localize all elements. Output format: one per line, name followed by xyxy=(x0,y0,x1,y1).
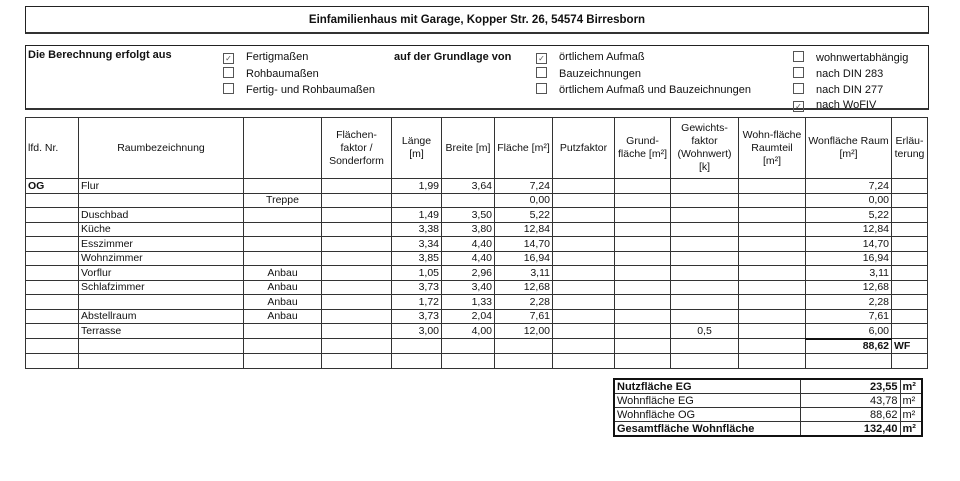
table-cell xyxy=(615,222,671,237)
table-cell xyxy=(244,222,322,237)
table-cell xyxy=(615,237,671,252)
table-cell xyxy=(442,339,495,354)
table-cell: Schlafzimmer xyxy=(79,280,244,295)
table-cell xyxy=(495,354,553,369)
table-cell xyxy=(615,339,671,354)
checkbox-empty-icon[interactable] xyxy=(536,67,547,78)
table-row xyxy=(26,237,928,252)
table-cell xyxy=(26,295,79,310)
table-cell: 3,00 xyxy=(392,324,442,339)
summary-value: 23,55 xyxy=(800,379,900,394)
table-cell xyxy=(615,324,671,339)
table-cell xyxy=(553,193,615,208)
table-cell xyxy=(322,280,392,295)
table-cell xyxy=(244,179,322,194)
table-cell: 0,00 xyxy=(495,193,553,208)
checkbox-option[interactable] xyxy=(536,51,645,64)
table-cell xyxy=(671,309,739,324)
table-cell xyxy=(739,266,806,281)
table-cell xyxy=(322,208,392,223)
document-title: Einfamilienhaus mit Garage, Kopper Str. 26, 54574 Birresborn xyxy=(25,6,929,34)
table-cell xyxy=(322,324,392,339)
table-row xyxy=(26,309,928,324)
table-cell xyxy=(442,354,495,369)
table-cell: 7,61 xyxy=(495,309,553,324)
table-cell xyxy=(739,309,806,324)
table-cell xyxy=(322,251,392,266)
table-cell xyxy=(26,222,79,237)
table-cell xyxy=(244,237,322,252)
table-cell xyxy=(892,266,928,281)
table-cell: Anbau xyxy=(244,266,322,281)
calculation-basis-box xyxy=(25,45,929,110)
table-cell: 14,70 xyxy=(495,237,553,252)
table-cell xyxy=(892,222,928,237)
summary-unit: m² xyxy=(900,422,922,437)
table-cell: 0,00 xyxy=(806,193,892,208)
table-cell xyxy=(615,193,671,208)
checkbox-label: örtlichem Aufmaß xyxy=(559,51,645,63)
table-cell xyxy=(671,222,739,237)
column-header: Wonfläche Raum [m²] xyxy=(806,118,892,179)
table-row xyxy=(26,179,928,194)
table-row xyxy=(26,324,928,339)
table-cell xyxy=(892,237,928,252)
table-cell xyxy=(244,354,322,369)
table-cell xyxy=(671,295,739,310)
table-cell xyxy=(322,222,392,237)
table-cell xyxy=(442,193,495,208)
checkbox-option[interactable] xyxy=(536,67,641,80)
table-cell xyxy=(244,339,322,354)
table-cell xyxy=(739,339,806,354)
table-cell xyxy=(26,266,79,281)
table-row xyxy=(26,266,928,281)
checkbox-option[interactable] xyxy=(223,51,308,64)
checkbox-checked-icon[interactable]: ✓ xyxy=(793,101,804,112)
table-cell: 3,85 xyxy=(392,251,442,266)
table-cell xyxy=(739,324,806,339)
total-row xyxy=(26,339,928,354)
table-cell: 7,24 xyxy=(806,179,892,194)
checkbox-label: örtlichem Aufmaß und Bauzeichnungen xyxy=(559,84,752,96)
table-cell xyxy=(244,324,322,339)
checkbox-option[interactable] xyxy=(793,67,883,80)
table-cell xyxy=(26,339,79,354)
summary-label: Nutzfläche EG xyxy=(614,379,800,394)
table-cell: 4,40 xyxy=(442,251,495,266)
table-cell xyxy=(322,237,392,252)
table-cell: Flur xyxy=(79,179,244,194)
table-cell: 1,72 xyxy=(392,295,442,310)
table-cell xyxy=(392,339,442,354)
summary-row xyxy=(614,422,922,437)
checkbox-label: nach WoFIV xyxy=(816,99,877,111)
table-cell xyxy=(26,324,79,339)
table-cell xyxy=(671,237,739,252)
table-cell xyxy=(553,354,615,369)
table-cell: 3,40 xyxy=(442,280,495,295)
table-cell xyxy=(553,237,615,252)
table-cell xyxy=(739,179,806,194)
table-cell: 16,94 xyxy=(806,251,892,266)
table-cell: Esszimmer xyxy=(79,237,244,252)
table-cell: 12,68 xyxy=(495,280,553,295)
table-cell: OG xyxy=(26,179,79,194)
table-cell xyxy=(892,324,928,339)
checkbox-label: Fertigmaßen xyxy=(246,51,309,63)
column-header: Flächen-faktor / Sonderform xyxy=(322,118,392,179)
checkbox-empty-icon[interactable] xyxy=(223,67,234,78)
table-cell xyxy=(615,266,671,281)
table-cell: 14,70 xyxy=(806,237,892,252)
table-cell xyxy=(26,280,79,295)
table-row xyxy=(26,251,928,266)
table-cell xyxy=(392,354,442,369)
checkbox-option[interactable] xyxy=(223,83,375,96)
checkbox-label: Rohbaumaßen xyxy=(246,68,319,80)
table-cell xyxy=(892,193,928,208)
table-cell xyxy=(495,339,553,354)
checkbox-empty-icon[interactable] xyxy=(223,83,234,94)
table-row xyxy=(26,295,928,310)
table-cell: 2,28 xyxy=(806,295,892,310)
table-cell xyxy=(892,354,928,369)
table-cell: Anbau xyxy=(244,309,322,324)
table-cell xyxy=(892,295,928,310)
table-cell: 3,34 xyxy=(392,237,442,252)
table-cell xyxy=(392,193,442,208)
table-cell xyxy=(615,309,671,324)
column-header: Breite [m] xyxy=(442,118,495,179)
table-cell xyxy=(739,251,806,266)
table-cell xyxy=(739,280,806,295)
table-cell xyxy=(739,193,806,208)
table-cell: Vorflur xyxy=(79,266,244,281)
summary-value: 132,40 xyxy=(800,422,900,437)
table-cell xyxy=(553,339,615,354)
table-cell xyxy=(615,280,671,295)
column-header: Fläche [m²] xyxy=(495,118,553,179)
table-cell: 1,33 xyxy=(442,295,495,310)
table-cell xyxy=(553,208,615,223)
table-cell xyxy=(553,324,615,339)
table-cell xyxy=(26,354,79,369)
table-cell: Wohnzimmer xyxy=(79,251,244,266)
table-cell: 3,11 xyxy=(495,266,553,281)
table-cell xyxy=(892,179,928,194)
summary-unit: m² xyxy=(900,408,922,422)
table-cell xyxy=(739,237,806,252)
table-cell: Treppe xyxy=(244,193,322,208)
area-table xyxy=(25,117,928,369)
checkbox-label: wohnwertabhängig xyxy=(816,52,909,64)
column-header: lfd. Nr. xyxy=(26,118,79,179)
table-cell xyxy=(553,179,615,194)
summary-row xyxy=(614,408,922,422)
table-cell: 12,84 xyxy=(806,222,892,237)
checkbox-option[interactable] xyxy=(793,51,908,64)
table-row xyxy=(26,208,928,223)
checkbox-label: Fertig- und Rohbaumaßen xyxy=(246,84,376,96)
checkbox-option[interactable] xyxy=(536,83,751,96)
table-cell: 2,04 xyxy=(442,309,495,324)
table-cell xyxy=(79,295,244,310)
table-cell: 6,00 xyxy=(806,324,892,339)
table-cell: 1,49 xyxy=(392,208,442,223)
table-cell xyxy=(322,266,392,281)
checkbox-label: Bauzeichnungen xyxy=(559,68,641,80)
checkbox-empty-icon[interactable] xyxy=(793,51,804,62)
table-row xyxy=(26,280,928,295)
table-cell xyxy=(739,208,806,223)
table-cell xyxy=(553,251,615,266)
table-cell xyxy=(892,280,928,295)
table-cell: Terrasse xyxy=(79,324,244,339)
table-cell: 3,50 xyxy=(442,208,495,223)
checkbox-checked-icon[interactable]: ✓ xyxy=(223,53,234,64)
table-cell xyxy=(671,266,739,281)
table-row xyxy=(26,193,928,208)
table-cell xyxy=(739,354,806,369)
table-cell xyxy=(26,237,79,252)
table-cell: Abstellraum xyxy=(79,309,244,324)
table-cell xyxy=(671,280,739,295)
table-cell: Anbau xyxy=(244,280,322,295)
table-cell xyxy=(615,295,671,310)
table-cell xyxy=(322,354,392,369)
table-cell xyxy=(244,208,322,223)
grundlage-label: auf der Grundlage von xyxy=(394,51,512,63)
table-cell: 4,00 xyxy=(442,324,495,339)
table-cell xyxy=(26,251,79,266)
table-cell: 1,99 xyxy=(392,179,442,194)
table-cell: 2,28 xyxy=(495,295,553,310)
table-cell: 5,22 xyxy=(806,208,892,223)
table-cell xyxy=(553,266,615,281)
table-cell: Anbau xyxy=(244,295,322,310)
column-header: Putzfaktor xyxy=(553,118,615,179)
total-value: 88,62 xyxy=(806,339,892,354)
table-cell xyxy=(26,208,79,223)
checkbox-option[interactable] xyxy=(793,99,876,112)
table-cell xyxy=(892,208,928,223)
table-cell xyxy=(244,251,322,266)
table-cell xyxy=(671,193,739,208)
table-cell xyxy=(615,208,671,223)
summary-table xyxy=(613,378,923,437)
table-cell: 7,61 xyxy=(806,309,892,324)
summary-label: Wohnfläche OG xyxy=(614,408,800,422)
table-cell: 3,80 xyxy=(442,222,495,237)
table-cell: 3,64 xyxy=(442,179,495,194)
summary-value: 43,78 xyxy=(800,394,900,408)
table-cell xyxy=(671,251,739,266)
table-row xyxy=(26,222,928,237)
table-cell xyxy=(79,354,244,369)
table-cell xyxy=(79,193,244,208)
table-cell: 3,73 xyxy=(392,309,442,324)
column-header: Länge [m] xyxy=(392,118,442,179)
table-cell xyxy=(615,354,671,369)
table-row xyxy=(26,354,928,369)
table-cell xyxy=(615,179,671,194)
checkbox-label: nach DIN 277 xyxy=(816,84,884,96)
checkbox-empty-icon[interactable] xyxy=(536,83,547,94)
table-cell xyxy=(322,309,392,324)
summary-label: Wohnfläche EG xyxy=(614,394,800,408)
table-cell xyxy=(322,179,392,194)
table-cell: 4,40 xyxy=(442,237,495,252)
checkbox-option[interactable] xyxy=(793,83,883,96)
table-cell xyxy=(553,309,615,324)
checkbox-option[interactable] xyxy=(223,67,319,80)
table-cell xyxy=(26,309,79,324)
table-cell: 5,22 xyxy=(495,208,553,223)
table-cell xyxy=(322,193,392,208)
table-cell xyxy=(806,354,892,369)
table-cell: Küche xyxy=(79,222,244,237)
checkbox-checked-icon[interactable]: ✓ xyxy=(536,53,547,64)
table-cell xyxy=(671,354,739,369)
table-cell: 12,68 xyxy=(806,280,892,295)
summary-unit: m² xyxy=(900,394,922,408)
table-cell xyxy=(553,222,615,237)
column-header: Grund-fläche [m²] xyxy=(615,118,671,179)
table-cell: 0,5 xyxy=(671,324,739,339)
table-cell xyxy=(322,339,392,354)
table-cell xyxy=(553,295,615,310)
summary-row xyxy=(614,394,922,408)
summary-value: 88,62 xyxy=(800,408,900,422)
column-header: Erläu-terung xyxy=(892,118,928,179)
table-cell: 7,24 xyxy=(495,179,553,194)
table-cell: 2,96 xyxy=(442,266,495,281)
summary-unit: m² xyxy=(900,379,922,394)
column-header: Wohn-fläche Raumteil [m²] xyxy=(739,118,806,179)
checkbox-empty-icon[interactable] xyxy=(793,83,804,94)
table-cell xyxy=(79,339,244,354)
table-cell xyxy=(615,251,671,266)
total-unit: WF xyxy=(892,339,928,354)
checkbox-label: nach DIN 283 xyxy=(816,68,884,80)
summary-row xyxy=(614,379,922,394)
table-cell xyxy=(553,280,615,295)
table-cell xyxy=(739,222,806,237)
table-cell: 3,38 xyxy=(392,222,442,237)
checkbox-empty-icon[interactable] xyxy=(793,67,804,78)
table-cell xyxy=(892,251,928,266)
table-cell xyxy=(26,193,79,208)
table-cell: 12,84 xyxy=(495,222,553,237)
column-header: Raumbezeichnung xyxy=(79,118,244,179)
table-cell: 1,05 xyxy=(392,266,442,281)
table-cell xyxy=(671,339,739,354)
table-cell xyxy=(322,295,392,310)
table-cell xyxy=(671,179,739,194)
table-cell xyxy=(892,309,928,324)
table-cell xyxy=(671,208,739,223)
table-cell: Duschbad xyxy=(79,208,244,223)
table-cell: 3,11 xyxy=(806,266,892,281)
table-cell: 16,94 xyxy=(495,251,553,266)
table-cell: 3,73 xyxy=(392,280,442,295)
table-cell xyxy=(739,295,806,310)
summary-label: Gesamtfläche Wohnfläche xyxy=(614,422,800,437)
table-cell: 12,00 xyxy=(495,324,553,339)
column-header xyxy=(244,118,322,179)
basis-label: Die Berechnung erfolgt aus xyxy=(28,49,172,61)
column-header: Gewichts-faktor (Wohnwert) [k] xyxy=(671,118,739,179)
